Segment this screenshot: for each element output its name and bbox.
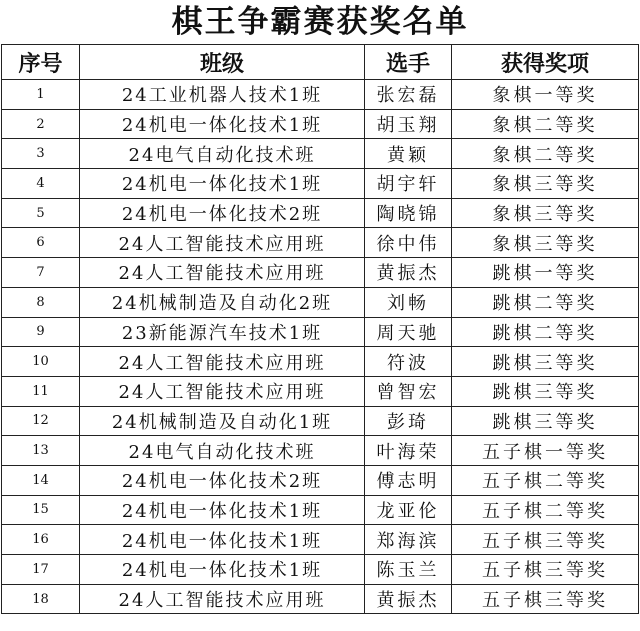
cell-award: 跳棋二等奖 — [452, 287, 639, 317]
cell-seq: 3 — [2, 139, 80, 169]
cell-class: 24机电一体化技术1班 — [80, 109, 365, 139]
cell-class: 24机械制造及自动化1班 — [80, 406, 365, 436]
cell-class: 24机电一体化技术1班 — [80, 495, 365, 525]
cell-seq: 1 — [2, 80, 80, 110]
cell-seq: 13 — [2, 436, 80, 466]
cell-seq: 16 — [2, 525, 80, 555]
cell-award: 象棋二等奖 — [452, 109, 639, 139]
table-row — [2, 258, 639, 288]
cell-seq: 17 — [2, 555, 80, 585]
cell-award: 象棋三等奖 — [452, 198, 639, 228]
cell-seq: 18 — [2, 584, 80, 614]
cell-award: 五子棋一等奖 — [452, 436, 639, 466]
table-row — [2, 525, 639, 555]
cell-player: 符波 — [365, 347, 452, 377]
cell-award: 五子棋三等奖 — [452, 555, 639, 585]
header-player: 选手 — [365, 45, 452, 80]
cell-player: 陶晓锦 — [365, 198, 452, 228]
page-title: 棋王争霸赛获奖名单 — [171, 4, 469, 40]
cell-player: 龙亚伦 — [365, 495, 452, 525]
table-row — [2, 139, 639, 169]
cell-player: 黄颖 — [365, 139, 452, 169]
cell-award: 象棋二等奖 — [452, 139, 639, 169]
cell-player: 彭琦 — [365, 406, 452, 436]
cell-player: 徐中伟 — [365, 228, 452, 258]
cell-award: 跳棋二等奖 — [452, 317, 639, 347]
cell-seq: 12 — [2, 406, 80, 436]
header-award: 获得奖项 — [452, 45, 639, 80]
cell-award: 五子棋二等奖 — [452, 495, 639, 525]
table-row — [2, 228, 639, 258]
header-row — [2, 45, 639, 80]
cell-seq: 2 — [2, 109, 80, 139]
cell-award: 跳棋三等奖 — [452, 376, 639, 406]
cell-player: 傅志明 — [365, 465, 452, 495]
cell-award: 跳棋三等奖 — [452, 406, 639, 436]
cell-class: 24电气自动化技术班 — [80, 436, 365, 466]
cell-class: 24机电一体化技术2班 — [80, 198, 365, 228]
cell-player: 胡宇轩 — [365, 169, 452, 199]
table-row — [2, 495, 639, 525]
cell-seq: 11 — [2, 376, 80, 406]
cell-seq: 15 — [2, 495, 80, 525]
table-row — [2, 347, 639, 377]
cell-seq: 14 — [2, 465, 80, 495]
table-row — [2, 465, 639, 495]
cell-player: 黄振杰 — [365, 584, 452, 614]
table-row — [2, 169, 639, 199]
cell-player: 曾智宏 — [365, 376, 452, 406]
cell-player: 胡玉翔 — [365, 109, 452, 139]
cell-class: 24机电一体化技术1班 — [80, 525, 365, 555]
cell-class: 23新能源汽车技术1班 — [80, 317, 365, 347]
cell-player: 郑海滨 — [365, 525, 452, 555]
table-row — [2, 436, 639, 466]
cell-class: 24人工智能技术应用班 — [80, 584, 365, 614]
cell-award: 五子棋三等奖 — [452, 525, 639, 555]
cell-class: 24人工智能技术应用班 — [80, 376, 365, 406]
cell-player: 陈玉兰 — [365, 555, 452, 585]
cell-player: 张宏磊 — [365, 80, 452, 110]
cell-class: 24工业机器人技术1班 — [80, 80, 365, 110]
cell-award: 跳棋三等奖 — [452, 347, 639, 377]
header-seq: 序号 — [2, 45, 80, 80]
cell-class: 24机电一体化技术1班 — [80, 169, 365, 199]
table-row — [2, 317, 639, 347]
table-row — [2, 198, 639, 228]
cell-seq: 8 — [2, 287, 80, 317]
cell-seq: 5 — [2, 198, 80, 228]
cell-award: 象棋三等奖 — [452, 169, 639, 199]
cell-class: 24机电一体化技术1班 — [80, 555, 365, 585]
table-row — [2, 80, 639, 110]
cell-seq: 4 — [2, 169, 80, 199]
cell-seq: 9 — [2, 317, 80, 347]
cell-player: 刘畅 — [365, 287, 452, 317]
table-row — [2, 555, 639, 585]
cell-player: 周天驰 — [365, 317, 452, 347]
cell-class: 24电气自动化技术班 — [80, 139, 365, 169]
cell-class: 24人工智能技术应用班 — [80, 258, 365, 288]
cell-award: 五子棋三等奖 — [452, 584, 639, 614]
cell-class: 24人工智能技术应用班 — [80, 228, 365, 258]
cell-seq: 6 — [2, 228, 80, 258]
header-class: 班级 — [80, 45, 365, 80]
table-row — [2, 109, 639, 139]
cell-award: 象棋一等奖 — [452, 80, 639, 110]
table-row — [2, 376, 639, 406]
table-row — [2, 584, 639, 614]
cell-player: 黄振杰 — [365, 258, 452, 288]
cell-class: 24机械制造及自动化2班 — [80, 287, 365, 317]
cell-player: 叶海荣 — [365, 436, 452, 466]
cell-seq: 7 — [2, 258, 80, 288]
cell-award: 象棋三等奖 — [452, 228, 639, 258]
cell-award: 五子棋二等奖 — [452, 465, 639, 495]
table-row — [2, 287, 639, 317]
table-row — [2, 406, 639, 436]
cell-award: 跳棋一等奖 — [452, 258, 639, 288]
cell-class: 24人工智能技术应用班 — [80, 347, 365, 377]
cell-class: 24机电一体化技术2班 — [80, 465, 365, 495]
table-body — [2, 80, 639, 614]
award-table — [1, 44, 639, 614]
cell-seq: 10 — [2, 347, 80, 377]
